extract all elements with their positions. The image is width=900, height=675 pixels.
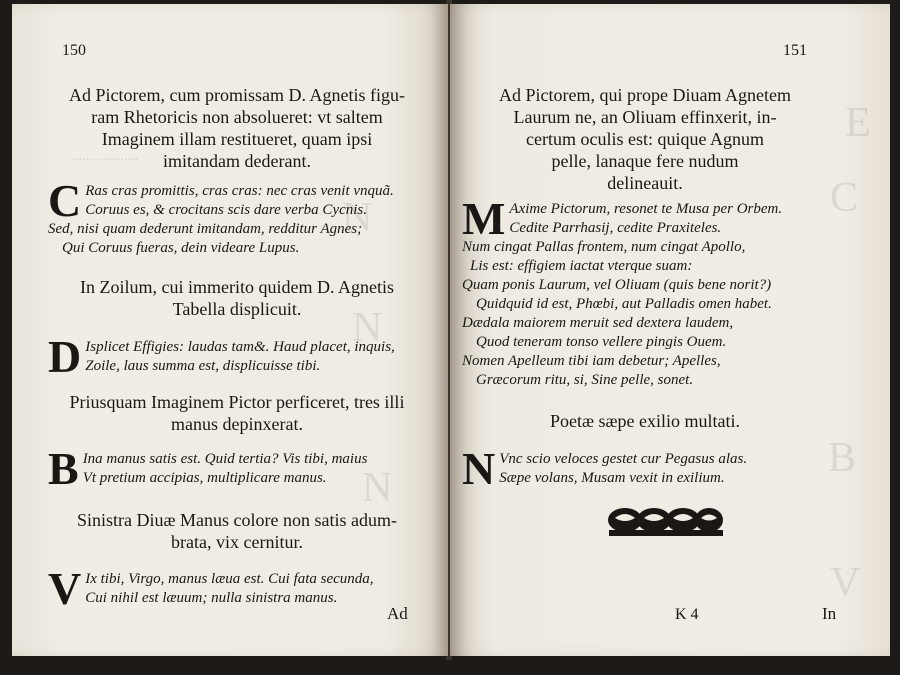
show-through-text: C — [830, 175, 859, 221]
verse-line: Nomen Apelleum tibi iam debetur; Apelles, — [462, 353, 721, 369]
title-line: Ad Pictorem, cum promissam D. Agnetis figu- — [69, 85, 405, 105]
title-pictorem-laurum — [460, 84, 830, 194]
verse-line: Coruus es, & crocitans scis dare verba Cycnis. — [85, 202, 368, 218]
verse-line: Vnc scio veloces gestet cur Pegasus alas. — [499, 451, 748, 467]
verse-line: Qui Coruus fueras, dein videare Lupus. — [62, 240, 300, 256]
title-priusquam — [32, 391, 442, 435]
verse-line: Græcorum ritu, si, Sine pelle, sonet. — [476, 372, 694, 388]
title-sinistra — [32, 509, 442, 553]
dropcap: C — [48, 175, 82, 226]
epigram-cras — [48, 175, 448, 258]
title-line: Laurum ne, an Oliuam effinxerit, in- — [513, 107, 777, 127]
title-line: In Zoilum, cui immerito quidem D. Agnetis — [80, 277, 394, 297]
dropcap: N — [462, 443, 496, 494]
title-pictorem-promissam — [32, 84, 442, 172]
verse-line: Ina manus satis est. Quid tertia? Vis tibi, maius — [82, 451, 368, 467]
verse-line: Zoile, laus summa est, displicuisse tibi. — [85, 358, 321, 374]
show-through-text: N — [342, 195, 373, 241]
title-line: Tabella displicuit. — [172, 299, 302, 319]
show-through-text: E — [845, 100, 871, 146]
dropcap: V — [48, 563, 82, 614]
verse-line: Quidquid id est, Phœbi, aut Palladis omen habet. — [476, 296, 772, 312]
title-poetae — [460, 410, 830, 432]
title-line: Sinistra Diuæ Manus colore non satis adum- — [77, 510, 397, 530]
dropcap: B — [48, 443, 79, 494]
title-line: Poetæ sæpe exilio multati. — [550, 411, 740, 431]
verse-line: Axime Pictorum, resonet te Musa per Orbem. — [509, 201, 783, 217]
title-line: brata, vix cernitur. — [171, 532, 303, 552]
show-through-text: ................... — [72, 149, 139, 164]
verse-line: Sed, nisi quam dederunt imitandam, redditur Agnes; — [48, 221, 363, 237]
verse-line: Dædala maiorem meruit sed dextera laudem, — [462, 315, 734, 331]
page-number: 151 — [783, 42, 807, 59]
title-line: Imaginem illam restitueret, quam ipsi — [101, 129, 373, 149]
verse-line: Cedite Parrhasij, cedite Praxiteles. — [509, 220, 722, 236]
verse-line: Ix tibi, Virgo, manus læua est. Cui fata secunda, — [85, 571, 374, 587]
verse-line: Lis est: effigiem iactat vterque suam: — [470, 258, 693, 274]
show-through-text: B — [828, 435, 857, 481]
epigram-nunc — [462, 443, 852, 494]
title-zoilum — [32, 276, 442, 320]
title-line: Priusquam Imaginem Pictor perficeret, tres illi — [69, 392, 405, 412]
epigram-displicet — [48, 331, 448, 382]
verse-line: Num cingat Pallas frontem, num cingat Apollo, — [462, 239, 746, 255]
title-line: delineauit. — [607, 173, 683, 193]
title-line: ram Rhetoricis non absolueret: vt saltem — [91, 107, 383, 127]
right-page — [450, 4, 890, 656]
verse-line: Quam ponis Laurum, vel Oliuam (quis bene norit?) — [462, 277, 772, 293]
page-number: 150 — [62, 42, 86, 59]
epigram-maxime — [462, 193, 852, 390]
title-line: certum oculis est: quique Agnum — [526, 129, 764, 149]
left-page — [12, 4, 448, 656]
show-through-text: N — [362, 465, 393, 511]
show-through-text: N — [352, 305, 383, 351]
verse-line: Isplicet Effigies: laudas tam&. Haud placet, inquis, — [85, 339, 395, 355]
title-line: Ad Pictorem, qui prope Diuam Agnetem — [499, 85, 791, 105]
dropcap: D — [48, 331, 82, 382]
dropcap: M — [462, 193, 506, 244]
catchword: In — [822, 604, 837, 623]
verse-line: Quod teneram tonso vellere pingis Ouem. — [476, 334, 727, 350]
title-line: imitandam dederant. — [163, 151, 311, 171]
printer-ornament — [605, 504, 725, 544]
verse-line: Sæpe volans, Musam vexit in exilium. — [499, 470, 725, 486]
verse-line: Ras cras promittis, cras cras: nec cras venit vnquã. — [85, 183, 394, 199]
verse-line: Vt pretium accipias, multiplicare manus. — [82, 470, 327, 486]
title-line: pelle, lanaque fere nudum — [551, 151, 739, 171]
signature-mark: K 4 — [675, 606, 699, 623]
catchword: Ad — [387, 604, 408, 623]
title-line: manus depinxerat. — [171, 414, 303, 434]
verse-line: Cui nihil est læuum; nulla sinistra manus. — [85, 590, 338, 606]
epigram-bina — [48, 443, 448, 494]
show-through-text: V — [830, 560, 861, 606]
